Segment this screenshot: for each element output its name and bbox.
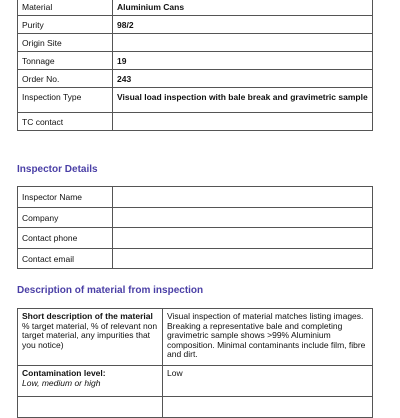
table-row [18,113,373,131]
row-value[interactable] [113,248,373,269]
table-row [18,228,373,249]
row-label-cell [18,366,163,397]
inspector-details-heading: Inspector Details [17,164,98,175]
table-row [18,88,373,113]
row-value[interactable] [113,207,373,228]
row-label: Inspector Name [18,187,113,208]
row-value: Visual inspection of material matches listing images. Breaking a representative bale and completing gravimetric sample shows >99% Aluminium composition. Minimal contaminants include film, fibre and dirt. [163,309,373,366]
row-value[interactable] [113,228,373,249]
row-label: Material [18,0,113,16]
row-label: Order No. [18,70,113,88]
row-label: Contamination level: [22,368,106,378]
row-value: Aluminium Cans [113,0,373,16]
row-label-cell [18,309,163,366]
row-label: Company [18,207,113,228]
row-sublabel: % target material, % of relevant non target material, any impurities that you notice) [22,320,158,350]
row-value: Visual load inspection with bale break and gravimetric sample [113,88,373,113]
row-label: TC contact [18,113,113,131]
table-row [18,366,373,397]
material-description-table [17,308,373,418]
row-label: Contact email [18,248,113,269]
table-row [18,207,373,228]
table-row [18,187,373,208]
row-value: 19 [113,52,373,70]
row-label: Contact phone [18,228,113,249]
row-value [113,34,373,52]
table-row [18,52,373,70]
row-value: 98/2 [113,16,373,34]
row-label: Tonnage [18,52,113,70]
table-row [18,0,373,16]
material-description-heading: Description of material from inspection [17,285,204,296]
row-value [113,113,373,131]
table-row [18,70,373,88]
row-value: Low [163,366,373,397]
table-row [18,16,373,34]
row-label: Origin Site [18,34,113,52]
row-value[interactable] [113,187,373,208]
row-value: 243 [113,70,373,88]
table-row [18,309,373,366]
inspector-details-table [17,186,373,269]
row-label: Inspection Type [18,88,113,113]
table-row [18,34,373,52]
table-row [18,248,373,269]
row-sublabel: Low, medium or high [22,377,101,388]
row-label: Purity [18,16,113,34]
row-label: Short description of the material [22,311,153,321]
material-details-table [17,0,373,131]
